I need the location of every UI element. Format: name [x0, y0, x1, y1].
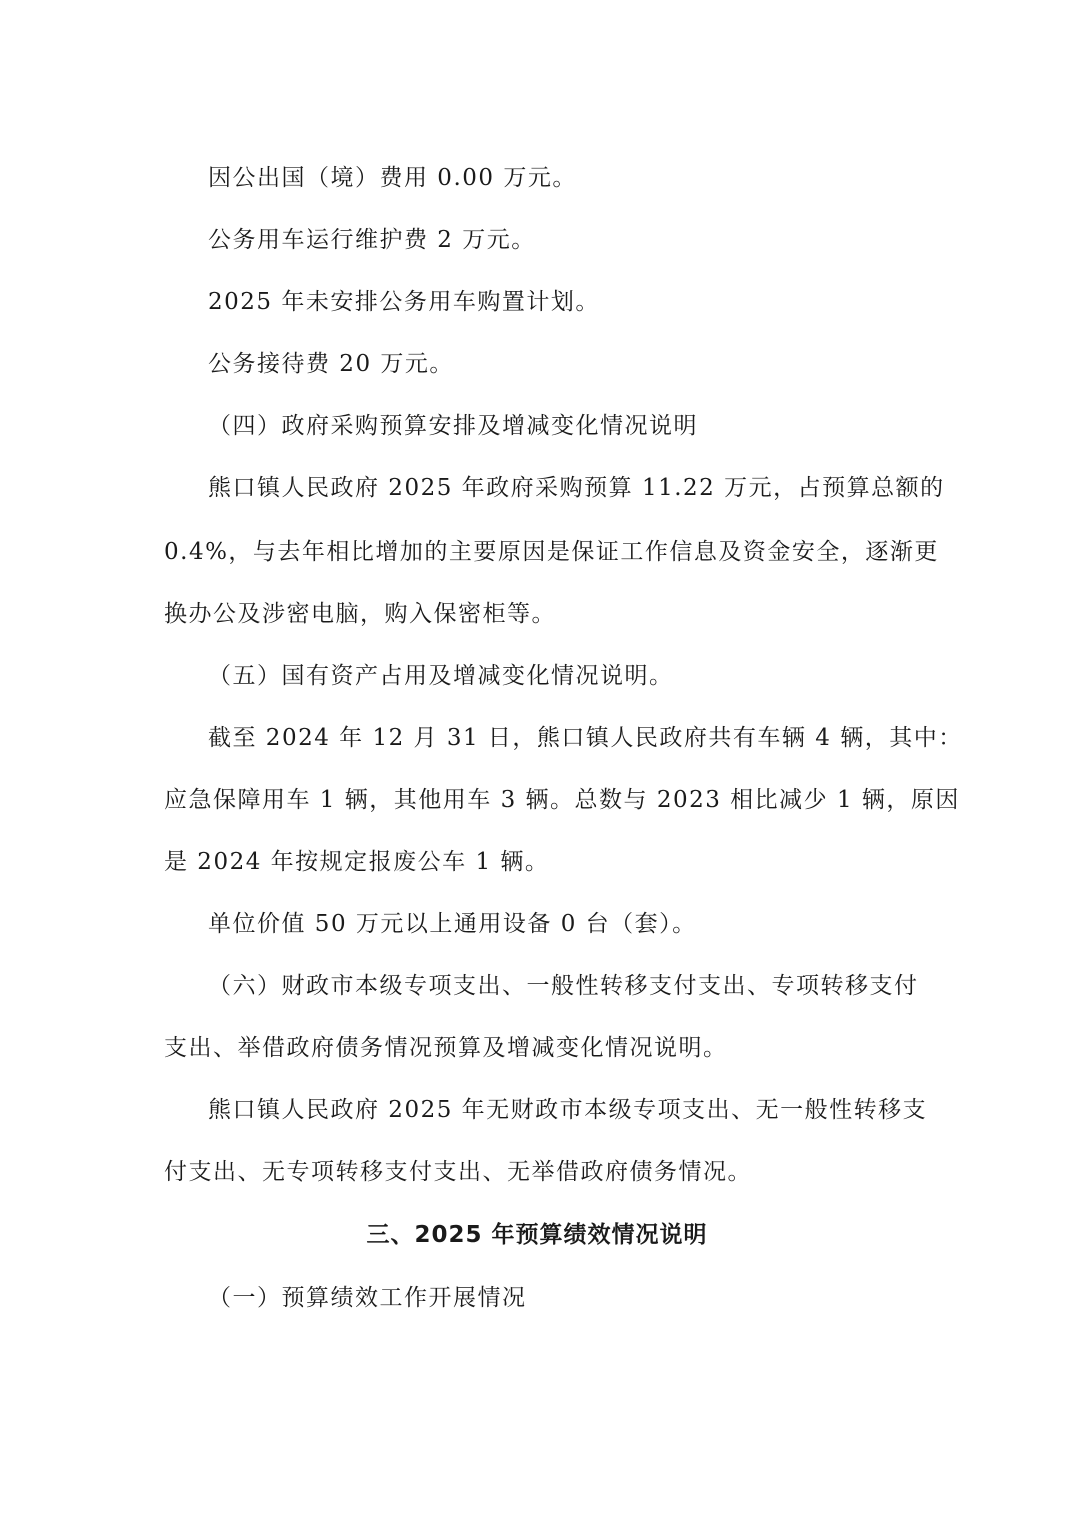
paragraph-line: 应急保障用车 1 辆，其他用车 3 辆。总数与 2023 相比减少 1 辆，原因 [164, 787, 960, 813]
section-heading: （四）政府采购预算安排及增减变化情况说明 [208, 413, 698, 439]
paragraph-line: 公务用车运行维护费 2 万元。 [208, 227, 536, 253]
paragraph-line: 是 2024 年按规定报废公车 1 辆。 [164, 849, 550, 875]
paragraph-line: 2025 年未安排公务用车购置计划。 [208, 289, 600, 315]
paragraph-line: 0.4%，与去年相比增加的主要原因是保证工作信息及资金安全，逐渐更 [164, 539, 939, 565]
chapter-heading: 三、2025 年预算绩效情况说明 [366, 1222, 708, 1248]
paragraph-line: 熊口镇人民政府 2025 年政府采购预算 11.22 万元，占预算总额的 [208, 475, 945, 501]
paragraph-line: 因公出国（境）费用 0.00 万元。 [208, 165, 577, 191]
paragraph-line: 支出、举借政府债务情况预算及增减变化情况说明。 [164, 1035, 728, 1061]
section-heading: （一）预算绩效工作开展情况 [208, 1285, 527, 1311]
section-heading: （五）国有资产占用及增减变化情况说明。 [208, 663, 674, 689]
paragraph-line: 公务接待费 20 万元。 [208, 351, 454, 377]
paragraph-line: 付支出、无专项转移支付支出、无举借政府债务情况。 [164, 1159, 752, 1185]
section-heading: （六）财政市本级专项支出、一般性转移支付支出、专项转移支付 [208, 973, 919, 999]
paragraph-line: 单位价值 50 万元以上通用设备 0 台（套）。 [208, 911, 697, 937]
paragraph-line: 熊口镇人民政府 2025 年无财政市本级专项支出、无一般性转移支 [208, 1097, 928, 1123]
paragraph-line: 换办公及涉密电脑，购入保密柜等。 [164, 601, 556, 627]
paragraph-line: 截至 2024 年 12 月 31 日，熊口镇人民政府共有车辆 4 辆，其中： [208, 725, 963, 751]
